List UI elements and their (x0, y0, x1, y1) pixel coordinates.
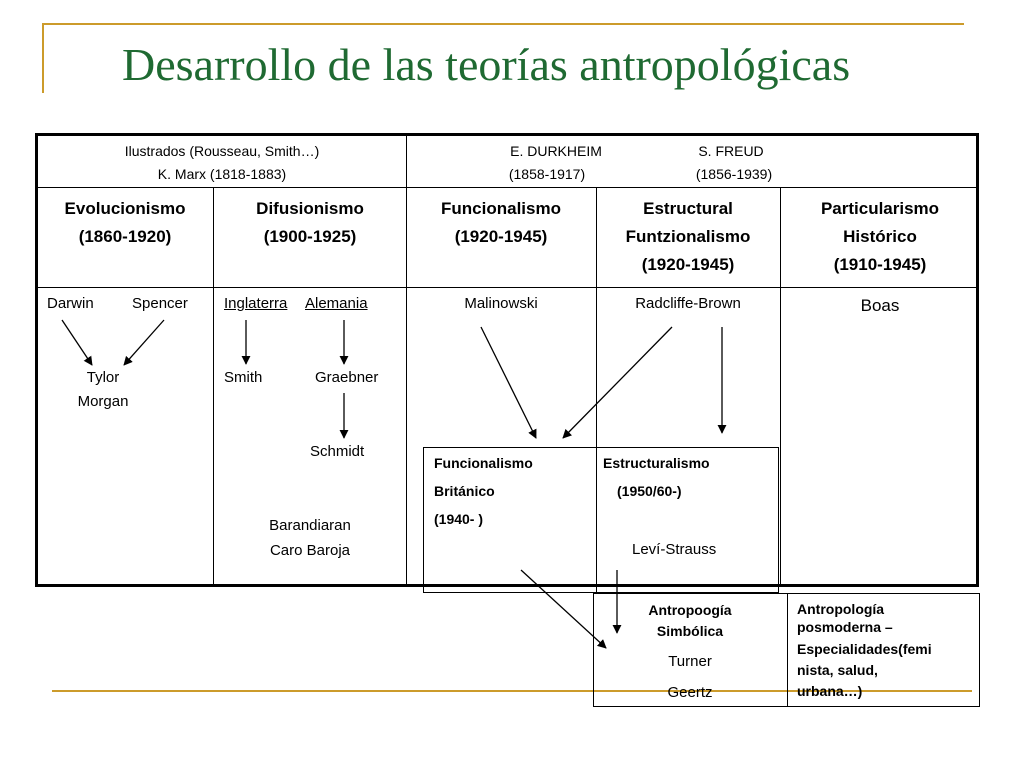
author-spencer: Spencer (132, 295, 188, 312)
region-alemania: Alemania (305, 295, 368, 312)
funcionalismo-britanico-line2: Británico (434, 483, 495, 499)
author-levi-strauss: Leví-Strauss (632, 541, 717, 558)
durkheim-name: E. DURKHEIM (510, 143, 602, 159)
author-darwin: Darwin (47, 295, 94, 312)
school-evolucionismo-dates: (1860-1920) (78, 227, 172, 246)
durkheim-dates: (1858-1917) (508, 166, 586, 182)
funcionalismo-britanico-dates: (1940- ) (434, 511, 484, 527)
author-tylor: Tylor (86, 369, 120, 386)
author-boas: Boas (860, 296, 900, 315)
region-inglaterra: Inglaterra (224, 295, 288, 312)
author-morgan: Morgan (77, 393, 129, 410)
author-graebner: Graebner (315, 369, 379, 386)
author-caro-baroja: Caro Baroja (269, 542, 351, 559)
school-estructural-dates: (1920-1945) (641, 255, 735, 274)
school-funtzionalismo: Funtzionalismo (625, 227, 751, 246)
arrow-funcionalismo-simbolica (521, 570, 606, 648)
posmoderna-line4: nista, salud, (797, 662, 878, 678)
page-title: Desarrollo de las teorías antropológicas (122, 39, 851, 90)
school-historico: Histórico (843, 227, 917, 246)
freud-name: S. FREUD (698, 143, 764, 159)
ilustrados-line: Ilustrados (Rousseau, Smith…) (124, 143, 320, 159)
estructuralismo-line1: Estructuralismo (603, 455, 710, 471)
simbolica-line2: Simbólica (656, 623, 724, 639)
school-evolucionismo: Evolucionismo (64, 199, 186, 218)
school-funcionalismo-dates: (1920-1945) (454, 227, 548, 246)
arrow-malinowski-funcionalismo-britanico (481, 327, 536, 438)
marx-line: K. Marx (1818-1883) (157, 166, 287, 182)
posmoderna-line1: Antropología (797, 601, 885, 617)
author-barandiaran: Barandiaran (269, 517, 351, 534)
author-radcliffe-brown: Radcliffe-Brown (635, 295, 741, 312)
author-smith: Smith (224, 369, 263, 386)
simbolica-line1: Antropoogía (648, 602, 732, 618)
arrow-spencer-tylor (124, 320, 164, 365)
funcionalismo-britanico-line1: Funcionalismo (434, 455, 533, 471)
author-schmidt: Schmidt (310, 443, 365, 460)
school-estructural: Estructural (643, 199, 733, 218)
author-geertz: Geertz (667, 684, 713, 701)
school-difusionismo-dates: (1900-1925) (263, 227, 357, 246)
posmoderna-line5: urbana…) (797, 683, 863, 699)
school-funcionalismo: Funcionalismo (441, 199, 561, 218)
author-malinowski: Malinowski (464, 295, 538, 312)
freud-dates: (1856-1939) (695, 166, 773, 182)
arrow-radcliffe-funcionalismo-britanico (563, 327, 672, 438)
posmoderna-line2: posmoderna – (797, 619, 893, 635)
author-turner: Turner (668, 653, 712, 670)
school-difusionismo: Difusionismo (256, 199, 364, 218)
arrow-darwin-tylor (62, 320, 92, 365)
school-particularismo-dates: (1910-1945) (833, 255, 927, 274)
posmoderna-line3: Especialidades(femi (797, 641, 932, 657)
estructuralismo-dates: (1950/60-) (617, 483, 682, 499)
school-particularismo: Particularismo (820, 199, 940, 218)
